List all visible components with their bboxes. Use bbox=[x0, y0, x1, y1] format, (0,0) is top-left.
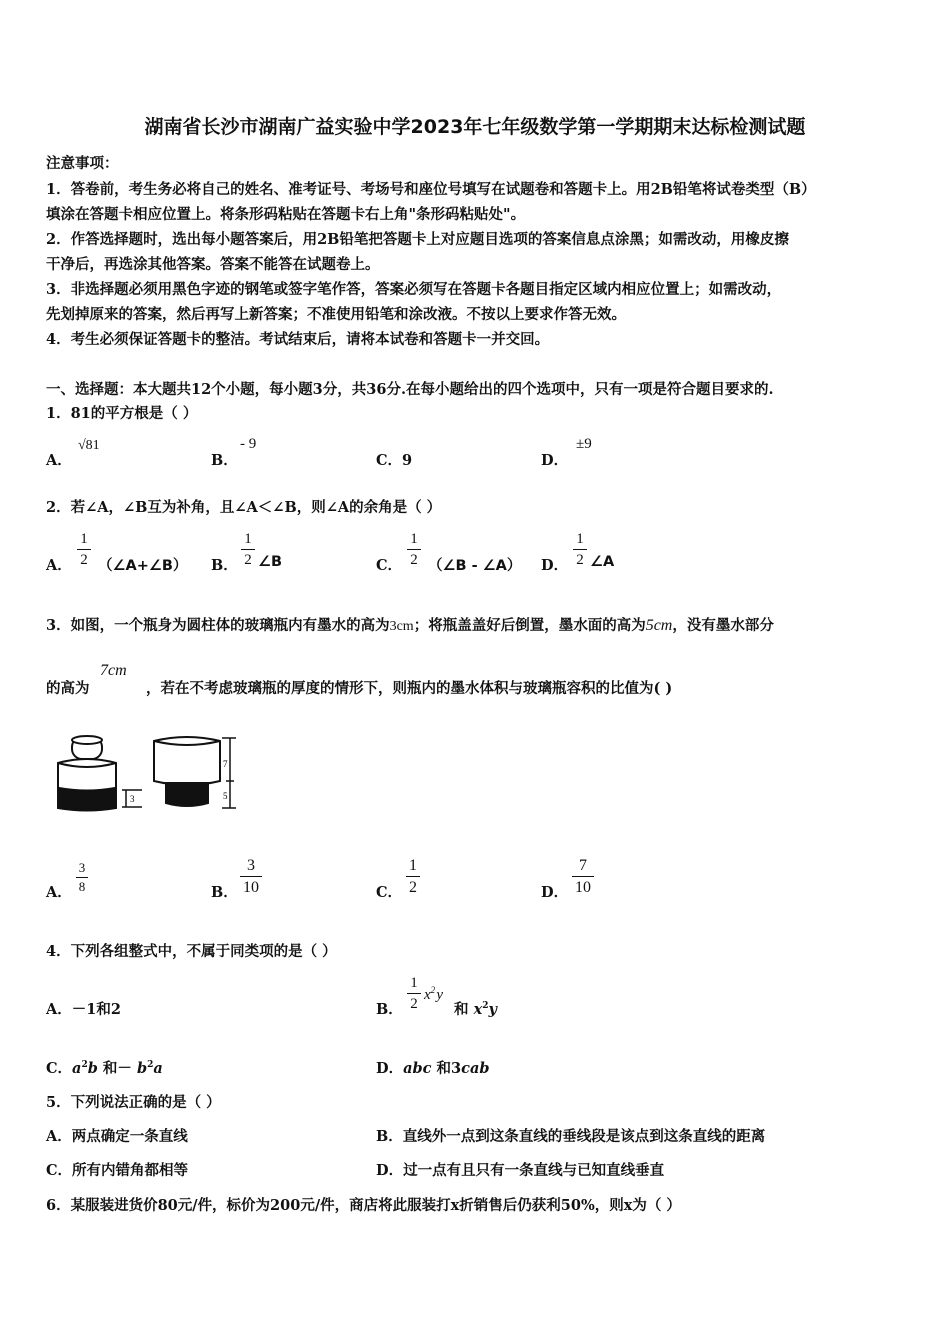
question-4-stem: 4．下列各组整式中，不属于同类项的是（ ） bbox=[46, 943, 337, 960]
q2-option-c-fraction: 1 2 bbox=[407, 530, 421, 569]
q4-option-c: C．$a^2b$ 和－ $b^2a$ bbox=[46, 1060, 163, 1077]
q3-option-b-label: B． bbox=[211, 884, 238, 901]
bottle-inverted bbox=[154, 737, 220, 806]
q2-option-a-fraction: 1 2 bbox=[77, 530, 91, 569]
q2-option-b-fraction: 1 2 bbox=[241, 530, 255, 569]
notice-line: 2．作答选择题时，选出每小题答案后，用2B铅笔把答题卡上对应题目选项的答案信息点涂黑；如需改动，用橡皮擦 bbox=[46, 231, 789, 248]
q2-option-c-label: C． bbox=[376, 557, 403, 574]
q1-option-a-value: √81 bbox=[78, 438, 100, 453]
q3-option-c-fraction: 1 2 bbox=[406, 856, 420, 897]
q2-option-d-fraction: 1 2 bbox=[573, 530, 587, 569]
bottle-figure bbox=[50, 733, 250, 813]
q3-option-a-fraction: 3 8 bbox=[76, 860, 88, 895]
q1-option-d-label: D． bbox=[541, 452, 569, 469]
q5-option-d: D．过一点有且只有一条直线与已知直线垂直 bbox=[376, 1162, 665, 1179]
q3-option-d-label: D． bbox=[541, 884, 569, 901]
q5-option-a: A．两点确定一条直线 bbox=[46, 1128, 188, 1145]
q4-option-a: A．－1和2 bbox=[46, 1001, 121, 1018]
question-3-stem-7cm: 7cm bbox=[100, 662, 127, 679]
bottle-upright bbox=[58, 736, 116, 811]
question-5-stem: 5．下列说法正确的是（ ） bbox=[46, 1094, 221, 1111]
question-2-stem: 2．若∠A，∠B互为补角，且∠A＜∠B，则∠A的余角是（ ） bbox=[46, 499, 442, 516]
notice-line: 4．考生必须保证答题卡的整洁。考试结束后，请将本试卷和答题卡一并交回。 bbox=[46, 331, 550, 348]
question-3-stem-line2-b: ，若在不考虑玻璃瓶的厚度的情形下，则瓶内的墨水体积与玻璃瓶容积的比值为( ) bbox=[146, 680, 673, 697]
q4-option-b-tail: 和 $x^2y$ bbox=[454, 1001, 497, 1018]
question-6-stem: 6．某服装进货价80元/件，标价为200元/件，商店将此服装打x折销售后仍获利50%，则x为（ ） bbox=[46, 1197, 681, 1214]
q3-option-a-label: A． bbox=[46, 884, 72, 901]
question-3-stem-line2-a: 的高为 bbox=[46, 680, 90, 697]
q2-option-d-label: D． bbox=[541, 557, 569, 574]
q2-option-d-tail: ∠A bbox=[590, 554, 615, 570]
fig-label-7: 7 bbox=[223, 759, 228, 769]
q3-option-d-fraction: 7 10 bbox=[572, 856, 594, 897]
q1-option-b-label: B． bbox=[211, 452, 238, 469]
q1-option-b-value: - 9 bbox=[240, 436, 257, 452]
q4-option-d: D．abc 和3cab bbox=[376, 1060, 490, 1077]
q2-option-b-label: B． bbox=[211, 557, 238, 574]
q2-option-c-tail: （∠B - ∠A） bbox=[428, 558, 522, 574]
fig-label-3: 3 bbox=[130, 794, 135, 804]
q4-option-b-label: B． bbox=[376, 1001, 403, 1018]
q1-option-d-value: ±9 bbox=[576, 436, 592, 452]
notice-line: 干净后，再选涂其他答案。答案不能答在试题卷上。 bbox=[46, 256, 380, 273]
q2-option-a-tail: （∠A+∠B） bbox=[98, 558, 188, 574]
fig-label-5: 5 bbox=[223, 791, 228, 801]
notice-line: 填涂在答题卡相应位置上。将条形码粘贴在答题卡右上角"条形码粘贴处"。 bbox=[46, 206, 526, 223]
q5-option-b: B．直线外一点到这条直线的垂线段是该点到这条直线的距离 bbox=[376, 1128, 766, 1145]
question-1-stem: 1．81的平方根是（ ） bbox=[46, 405, 198, 422]
section-heading: 一、选择题：本大题共12个小题，每小题3分，共36分.在每小题给出的四个选项中，只有一项是符合题目要求的. bbox=[46, 381, 774, 398]
notice-line: 1．答卷前，考生务必将自己的姓名、准考证号、考场号和座位号填写在试题卷和答题卡上。用2B铅笔将试卷类型（B） bbox=[46, 181, 816, 198]
q5-option-c: C．所有内错角都相等 bbox=[46, 1162, 189, 1179]
q1-option-c: C．9 bbox=[376, 452, 413, 469]
notice-line: 先划掉原来的答案，然后再写上新答案；不准使用铅笔和涂改液。不按以上要求作答无效。 bbox=[46, 306, 626, 323]
q4-option-b-fraction: 1 2 bbox=[407, 974, 421, 1013]
q2-option-a-label: A． bbox=[46, 557, 72, 574]
q2-option-b-tail: ∠B bbox=[258, 554, 283, 570]
q3-option-b-fraction: 3 10 bbox=[240, 856, 262, 897]
q1-option-a-label: A． bbox=[46, 452, 72, 469]
notice-line: 3．非选择题必须用黑色字迹的钢笔或签字笔作答，答案必须写在答题卡各题目指定区域内相应位置上；如需改动， bbox=[46, 281, 782, 298]
q3-option-c-label: C． bbox=[376, 884, 403, 901]
q4-option-b-expr: $x^2$ y bbox=[424, 985, 444, 1003]
notice-heading: 注意事项： bbox=[46, 155, 119, 172]
question-3-stem-line1: 3．如图，一个瓶身为圆柱体的玻璃瓶内有墨水的高为3cm；将瓶盖盖好后倒置，墨水面的高为5cm，没有墨水部分 bbox=[46, 617, 774, 634]
page-title: 湖南省长沙市湖南广益实验中学2023年七年级数学第一学期期末达标检测试题 bbox=[144, 116, 806, 138]
